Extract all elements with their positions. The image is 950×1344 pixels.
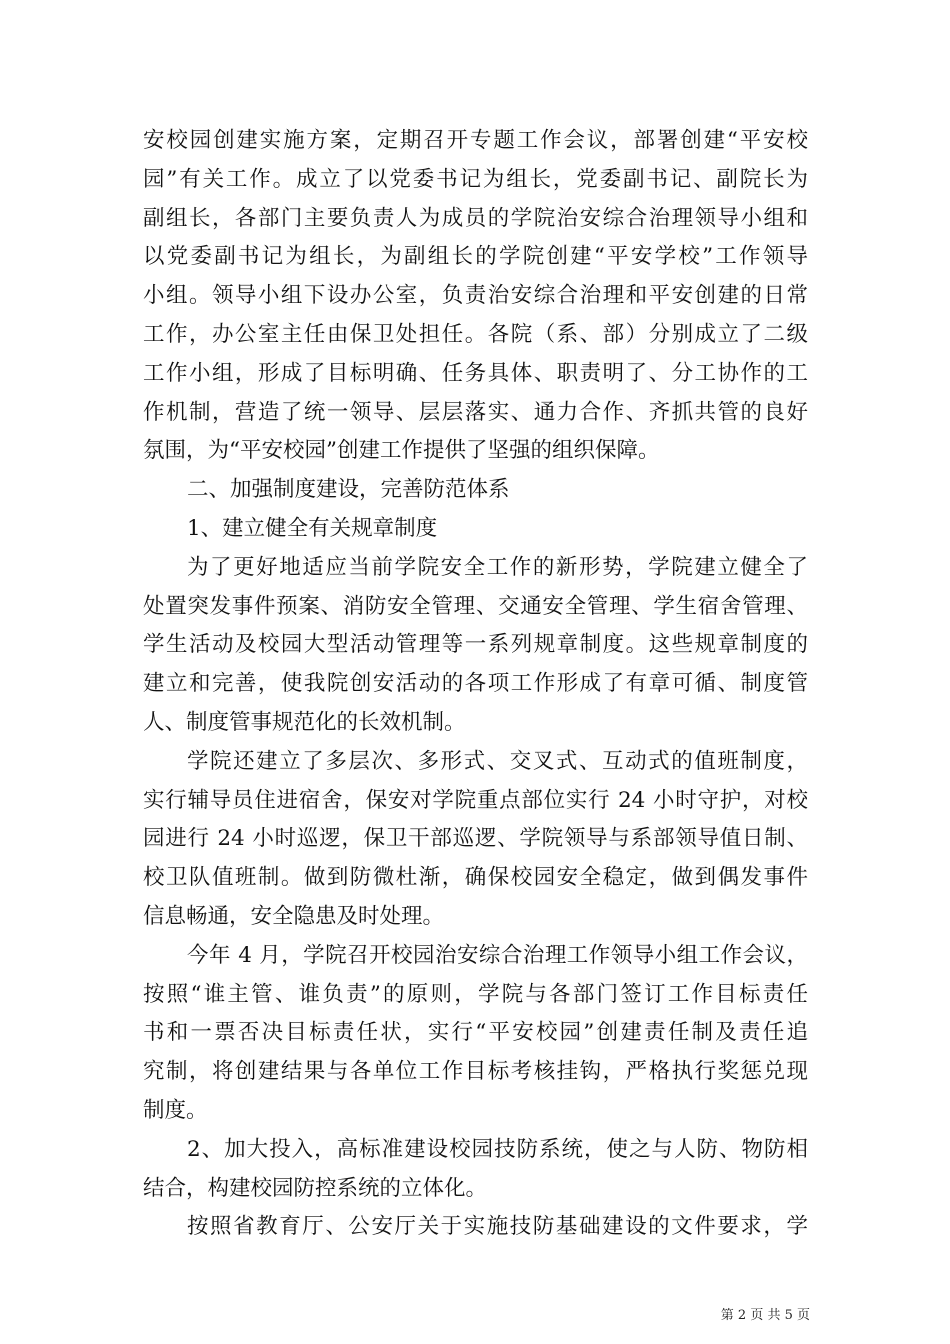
text-line: 氛围，为“平安校园”创建工作提供了坚强的组织保障。 bbox=[143, 438, 660, 464]
text-line: 信息畅通，安全隐患及时处理。 bbox=[143, 903, 445, 929]
text-line: 园进行 24 小时巡逻，保卫干部巡逻、学院领导与系部领导值日制、 bbox=[143, 826, 808, 852]
text-line: 校卫队值班制。做到防微杜渐，确保校园安全稳定，做到偶发事件 bbox=[143, 865, 808, 891]
text-line: 处置突发事件预案、消防安全管理、交通安全管理、学生宿舍管理、 bbox=[143, 593, 808, 619]
text-line: 究制，将创建结果与各单位工作目标考核挂钩，严格执行奖惩兑现 bbox=[143, 1059, 808, 1085]
text-line: 工作小组，形成了目标明确、任务具体、职责明了、分工协作的工 bbox=[143, 360, 808, 386]
text-line: 今年 4 月，学院召开校园治安综合治理工作领导小组工作会议， bbox=[187, 942, 808, 968]
text-line: 为了更好地适应当前学院安全工作的新形势，学院建立健全了 bbox=[187, 554, 808, 580]
text-line: 建立和完善，使我院创安活动的各项工作形成了有章可循、制度管 bbox=[143, 671, 808, 697]
text-line: 人、制度管事规范化的长效机制。 bbox=[143, 709, 466, 735]
text-line: 以党委副书记为组长，为副组长的学院创建“平安学校”工作领导 bbox=[143, 244, 808, 270]
document-body bbox=[143, 122, 808, 1247]
text-line: 2、加大投入，高标准建设校园技防系统，使之与人防、物防相 bbox=[187, 1136, 808, 1162]
text-line: 小组。领导小组下设办公室，负责治安综合治理和平安创建的日常 bbox=[143, 283, 808, 309]
text-line: 园”有关工作。成立了以党委书记为组长，党委副书记、副院长为 bbox=[143, 166, 808, 192]
text-line: 作机制，营造了统一领导、层层落实、通力合作、齐抓共管的良好 bbox=[143, 399, 808, 425]
text-line: 学生活动及校园大型活动管理等一系列规章制度。这些规章制度的 bbox=[143, 632, 808, 658]
text-line: 实行辅导员住进宿舍，保安对学院重点部位实行 24 小时守护，对校 bbox=[143, 787, 808, 813]
text-line: 二、加强制度建设，完善防范体系 bbox=[187, 477, 510, 503]
text-line: 安校园创建实施方案，定期召开专题工作会议，部署创建“平安校 bbox=[143, 128, 808, 153]
text-line: 制度。 bbox=[143, 1097, 208, 1123]
text-line: 副组长，各部门主要负责人为成员的学院治安综合治理领导小组和 bbox=[143, 205, 808, 231]
text-line: 1、建立健全有关规章制度 bbox=[187, 515, 438, 541]
page-footer: 第 2 页 共 5 页 bbox=[720, 1308, 810, 1323]
text-line: 书和一票否决目标责任状，实行“平安校园”创建责任制及责任追 bbox=[143, 1020, 808, 1046]
text-line: 按照“谁主管、谁负责”的原则，学院与各部门签订工作目标责任 bbox=[143, 981, 808, 1007]
text-line: 学院还建立了多层次、多形式、交叉式、互动式的值班制度， bbox=[187, 748, 808, 774]
text-line: 按照省教育厅、公安厅关于实施技防基础建设的文件要求，学 bbox=[187, 1214, 808, 1240]
text-line: 结合，构建校园防控系统的立体化。 bbox=[143, 1175, 488, 1201]
text-line: 工作，办公室主任由保卫处担任。各院（系、部）分别成立了二级 bbox=[143, 321, 808, 347]
